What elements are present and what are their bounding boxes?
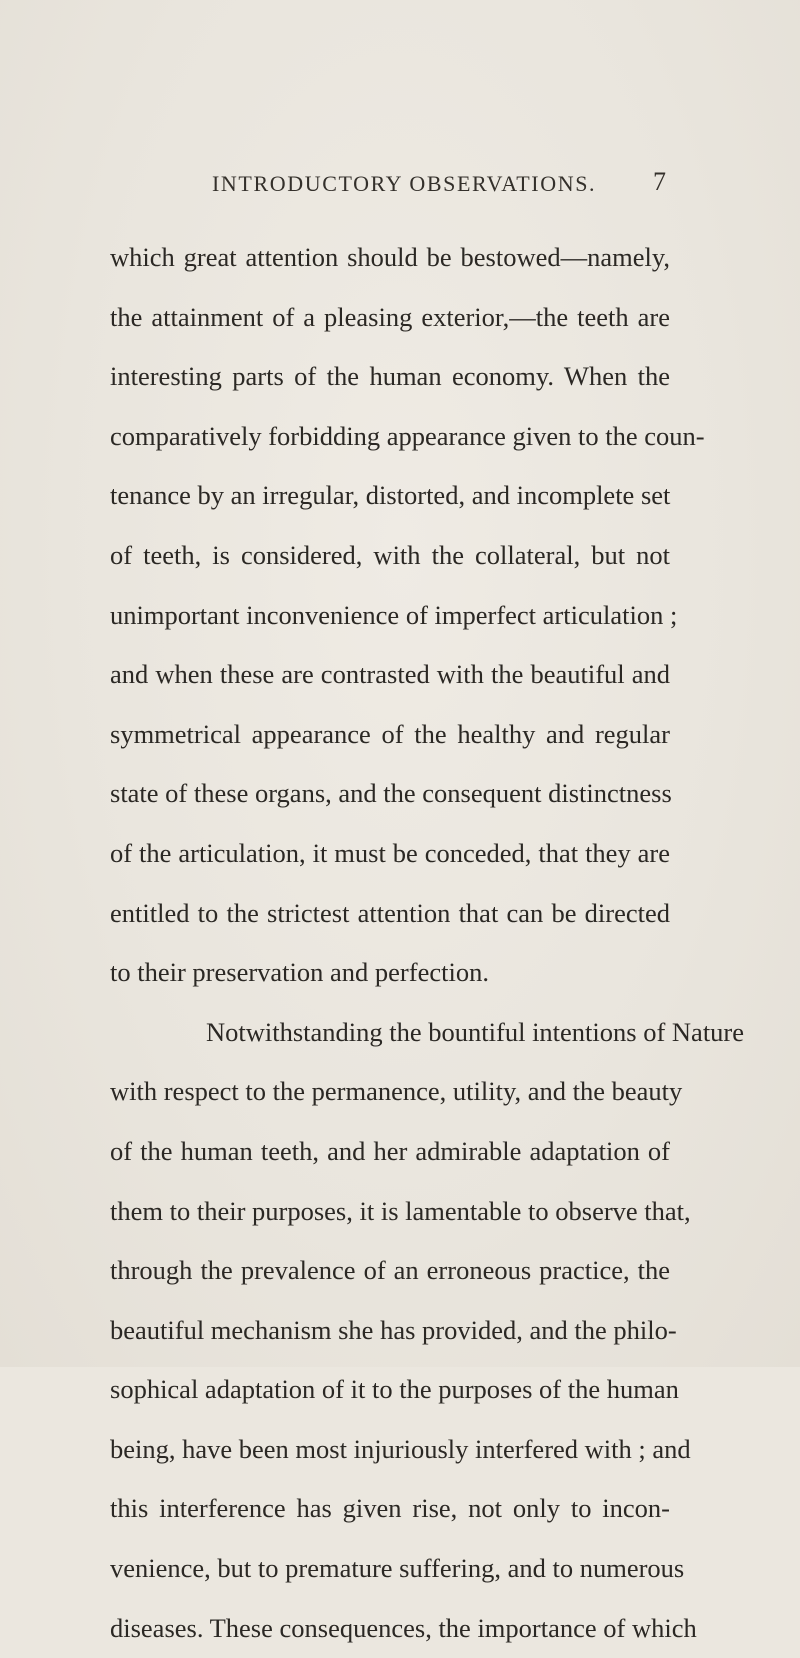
body-text	[110, 228, 745, 1658]
text-line: with respect to the permanence, utility, and the beauty	[110, 1076, 683, 1107]
text-line: this interference has given rise, not only to incon-	[110, 1493, 670, 1524]
text-line: tenance by an irregular, distorted, and incomplete set	[110, 480, 671, 511]
paragraph-start-line: Notwithstanding the bountiful intentions of Nature	[206, 1016, 745, 1047]
text-line: of the articulation, it must be conceded, that they are	[110, 837, 670, 868]
text-line: sophical adaptation of it to the purposes of the human	[110, 1374, 679, 1405]
text-line: symmetrical appearance of the healthy and regular	[110, 718, 670, 749]
text-line: the attainment of a pleasing exterior,—the teeth are	[110, 301, 670, 332]
text-line: comparatively forbidding appearance given to the coun-	[110, 420, 705, 451]
text-line: of the human teeth, and her admirable adaptation of	[110, 1135, 670, 1166]
text-line: diseases. These consequences, the importance of which	[110, 1612, 697, 1643]
text-line: venience, but to premature suffering, and to numerous	[110, 1553, 685, 1584]
page-number: 7	[653, 167, 666, 196]
text-line: and when these are contrasted with the beautiful and	[110, 659, 670, 690]
text-line: of teeth, is considered, with the collateral, but not	[110, 539, 670, 570]
text-line: beautiful mechanism she has provided, and the philo-	[110, 1314, 677, 1345]
text-line: being, have been most injuriously interfered with ; and	[110, 1433, 691, 1464]
running-head: INTRODUCTORY OBSERVATIONS.	[212, 171, 597, 196]
text-line: entitled to the strictest attention that can be directed	[110, 897, 670, 928]
paragraph-end-line: to their preservation and perfection.	[110, 957, 489, 988]
text-line: them to their purposes, it is lamentable to observe that,	[110, 1195, 691, 1226]
text-line: through the prevalence of an erroneous practice, the	[110, 1255, 670, 1286]
text-line: which great attention should be bestowed—namely,	[110, 242, 670, 272]
text-line: unimportant inconvenience of imperfect articulation ;	[110, 599, 678, 630]
text-line: interesting parts of the human economy. When the	[110, 361, 670, 392]
text-line: state of these organs, and the consequent distinctness	[110, 778, 672, 809]
